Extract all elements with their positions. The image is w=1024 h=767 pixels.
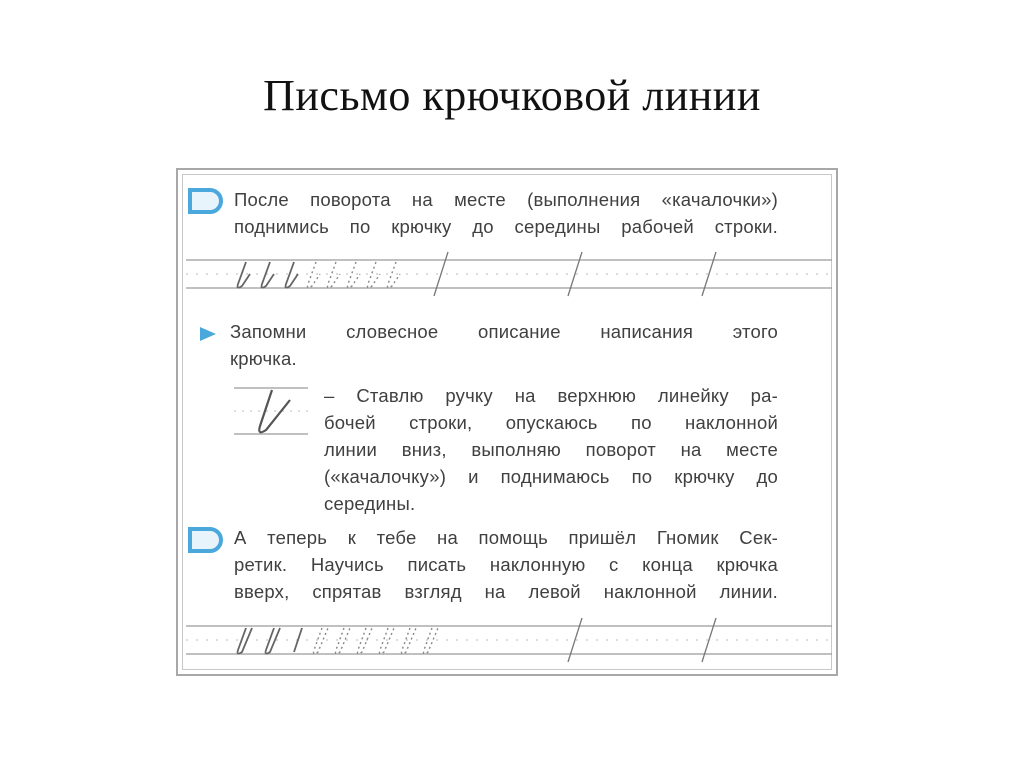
handwriting-practice-row-1	[186, 250, 832, 300]
exercise-3-line-2: ретик. Научись писать наклонную с конца крючка	[234, 554, 778, 575]
blue-bracket-marker-icon	[186, 525, 226, 555]
exercise-3-text	[234, 524, 778, 605]
exercise-3-line-1: А теперь к тебе на помощь пришёл Гномик Сек-	[234, 527, 778, 548]
slide-title: Письмо крючковой линии	[263, 71, 761, 120]
hook-description-text	[324, 382, 778, 517]
hook-letter-sample-illustration	[234, 380, 314, 442]
description-line-2: бочей строки, опускаюсь по наклонной	[324, 412, 778, 433]
exercise-2-line-2: крючка.	[230, 348, 297, 369]
description-line-4: («качалочку») и поднимаюсь по крючку до	[324, 466, 778, 487]
description-line-1: – Ставлю ручку на верхнюю линейку ра-	[324, 385, 778, 406]
workbook-page	[176, 168, 838, 676]
blue-bracket-marker-icon	[186, 186, 226, 216]
description-line-5: середины.	[324, 493, 416, 514]
description-line-3: линии вниз, выполняю поворот на месте	[324, 439, 778, 460]
exercise-3-line-3: вверх, спрятав взгляд на левой наклонной линии.	[234, 581, 778, 602]
exercise-2-text	[230, 318, 778, 372]
exercise-1-line-1: После поворота на месте (выполнения «качалочки»)	[234, 189, 778, 210]
blue-triangle-marker-icon	[198, 325, 218, 343]
exercise-1-text	[234, 186, 778, 240]
handwriting-practice-row-2	[186, 616, 832, 666]
exercise-1-line-2: поднимись по крючку до середины рабочей строки.	[234, 216, 778, 237]
exercise-2-line-1: Запомни словесное описание написания этого	[230, 321, 778, 342]
